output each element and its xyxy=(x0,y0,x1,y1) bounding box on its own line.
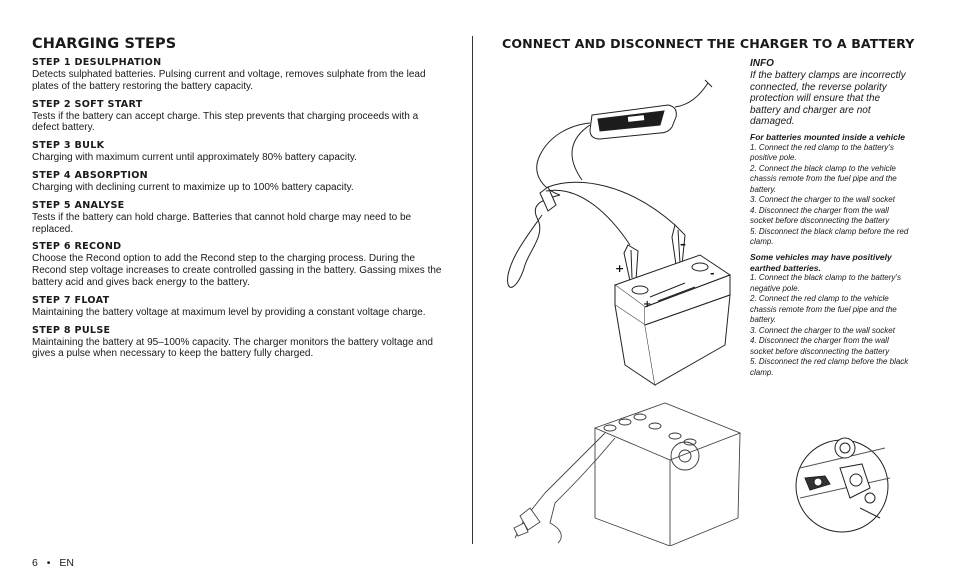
earthed-title: Some vehicles may have positively earthed batteries. xyxy=(750,251,892,273)
plus-lower-label: + xyxy=(643,299,652,310)
page-number: 6 xyxy=(32,557,38,569)
vehicle-item: 4. Disconnect the charger from the wall socket before disconnecting the battery xyxy=(750,205,890,226)
step-text: Choose the Recond option to add the Recond step to the charging process. During the Recond step voltage increases to create controlled gassing in the battery. Gassing mixes the battery acid and gives back energy to the battery. xyxy=(32,253,442,288)
earthed-item: 3. Connect the charger to the wall socket xyxy=(750,325,895,335)
step-title: STEP 7 FLOAT xyxy=(32,294,110,306)
step-3 xyxy=(32,140,442,164)
step-8 xyxy=(32,325,442,361)
terminal-detail-icon xyxy=(796,438,890,532)
positive-clamp-icon xyxy=(624,245,638,281)
earthed-item: 2. Connect the red clamp to the vehicle chassis remote from the fuel pipe and the battery. xyxy=(750,294,897,325)
step-6 xyxy=(32,241,442,288)
step-title: STEP 6 RECOND xyxy=(32,241,122,253)
step-title: STEP 1 DESULPHATION xyxy=(32,57,162,68)
vehicle-item: 2. Connect the black clamp to the vehicle chassis remote from the fuel pipe and the battery. xyxy=(750,163,897,194)
step-text: Tests if the battery can hold charge. Batteries that cannot hold charge may need to be replaced. xyxy=(32,211,412,235)
minus-top-label: – xyxy=(680,237,686,251)
column-divider xyxy=(472,36,473,544)
vehicle-item: 5. Disconnect the black clamp before the red clamp. xyxy=(750,226,909,247)
charger-icon xyxy=(590,105,676,139)
step-4 xyxy=(32,170,442,194)
charging-steps-section xyxy=(32,36,442,366)
step-text: Charging with declining current to maximize up to 100% battery capacity. xyxy=(32,181,354,193)
step-title: STEP 4 ABSORPTION xyxy=(32,169,149,181)
step-7 xyxy=(32,295,442,319)
section-title: CHARGING STEPS xyxy=(32,36,177,52)
step-text: Detects sulphated batteries. Pulsing current and voltage, removes sulphate from the lead plates of the battery restoring the battery capacity. xyxy=(32,69,426,92)
info-text: If the battery clamps are incorrectly connected, the reverse polarity protection will ensure that the battery and charger are not damaged. xyxy=(750,70,906,128)
footer-separator: • xyxy=(46,557,51,569)
step-title: STEP 5 ANALYSE xyxy=(32,199,125,211)
step-5 xyxy=(32,200,442,236)
step-2 xyxy=(32,99,442,135)
step-text: Maintaining the battery at 95–100% capacity. The charger monitors the battery voltage and gives a pulse when necessary to keep the battery fully charged. xyxy=(32,336,433,360)
info-title: INFO xyxy=(750,58,774,69)
page-footer xyxy=(32,557,74,569)
vehicle-item: 3. Connect the charger to the wall socket xyxy=(750,195,895,205)
vehicle-item: 1. Connect the red clamp to the battery's positive pole. xyxy=(750,142,894,163)
step-text: Charging with maximum current until approximately 80% battery capacity. xyxy=(32,152,357,164)
battery-connection-illustration xyxy=(500,398,900,546)
step-1 xyxy=(32,57,442,93)
step-text: Maintaining the battery voltage at maximum level by providing a constant voltage charge. xyxy=(32,306,426,318)
earthed-item: 4. Disconnect the charger from the wall socket before disconnecting the battery xyxy=(750,336,890,356)
step-text: Tests if the battery can accept charge. This step prevents that charging proceeds with a defect battery. xyxy=(32,110,419,134)
step-title: STEP 3 BULK xyxy=(32,140,105,152)
plus-top-label: + xyxy=(615,262,625,275)
earthed-item: 5. Disconnect the red clamp before the black clamp. xyxy=(750,357,909,377)
charger-battery-illustration xyxy=(500,75,745,395)
connect-section-title: CONNECT AND DISCONNECT THE CHARGER TO A BATTERY xyxy=(502,36,915,51)
step-title: STEP 8 PULSE xyxy=(32,324,111,336)
step-title: STEP 2 SOFT START xyxy=(32,98,143,110)
language-code: EN xyxy=(59,557,74,569)
minus-right-label: - xyxy=(710,267,715,280)
vehicle-title: For batteries mounted inside a vehicle xyxy=(750,131,905,142)
info-panel xyxy=(750,58,912,378)
earthed-item: 1. Connect the black clamp to the battery's negative pole. xyxy=(750,273,901,293)
